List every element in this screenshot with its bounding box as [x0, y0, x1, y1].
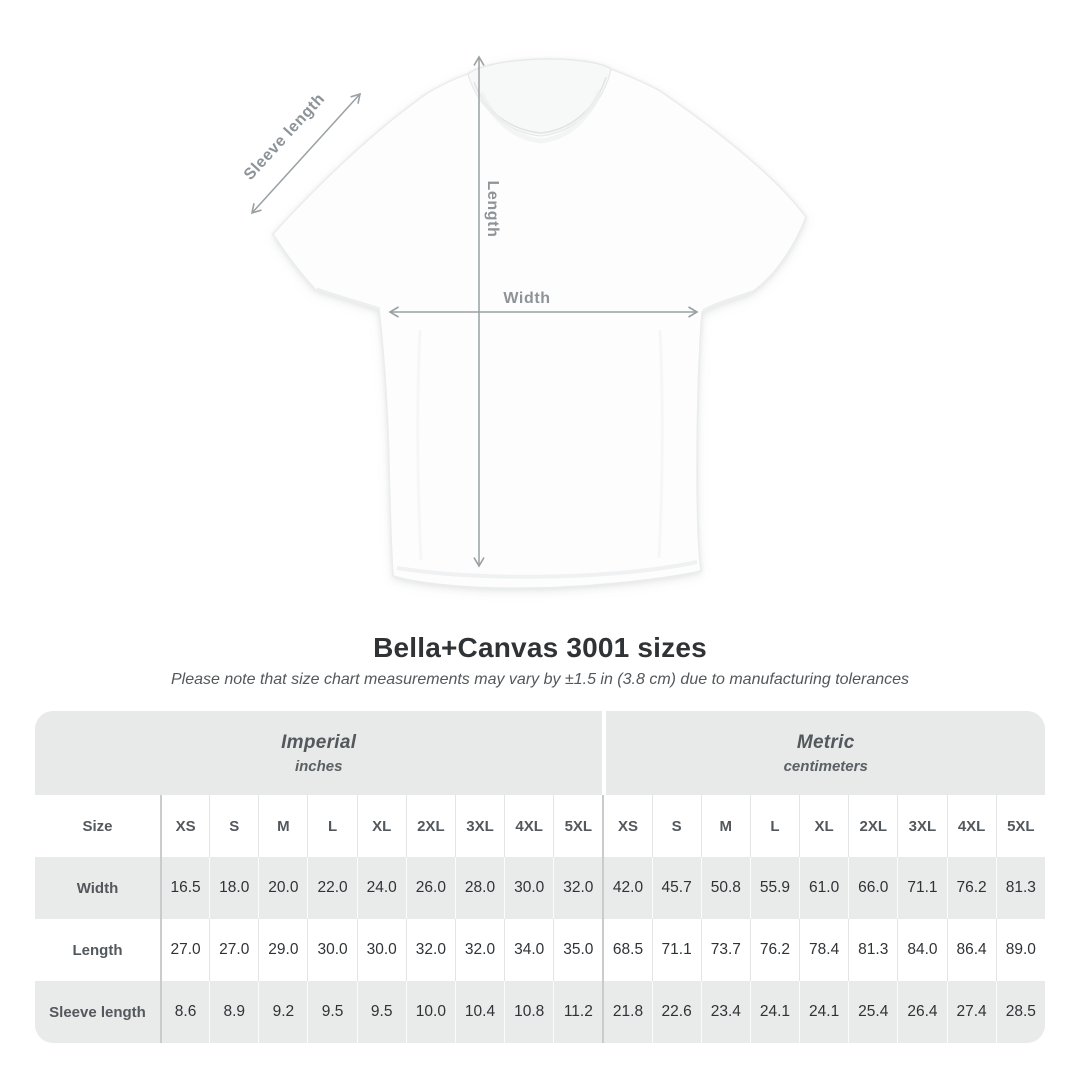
measurement-row-sleeve-length	[35, 981, 1045, 1043]
cell-metric-sleeve-length: 24.1	[750, 981, 799, 1043]
cell-metric-width: 55.9	[750, 857, 799, 919]
size-chart-body	[35, 857, 1045, 1043]
column-header-metric-3xl: 3XL	[897, 795, 946, 857]
column-header-imperial-xs: XS	[160, 795, 209, 857]
cell-metric-width: 61.0	[799, 857, 848, 919]
caption	[0, 633, 1080, 689]
cell-imperial-length: 29.0	[258, 919, 307, 981]
column-header-metric-m: M	[701, 795, 750, 857]
column-header-metric-4xl: 4XL	[947, 795, 996, 857]
cell-metric-length: 84.0	[897, 919, 946, 981]
length-label: Length	[484, 180, 501, 238]
cell-imperial-length: 34.0	[504, 919, 553, 981]
cell-imperial-sleeve-length: 8.6	[160, 981, 209, 1043]
size-chart-head	[35, 711, 1045, 857]
cell-metric-sleeve-length: 27.4	[947, 981, 996, 1043]
row-label: Width	[76, 879, 119, 897]
page-subtitle: Please note that size chart measurements may vary by ±1.5 in (3.8 cm) due to manufacturing tolerances	[170, 671, 910, 688]
cell-metric-length: 78.4	[799, 919, 848, 981]
cell-imperial-length: 30.0	[357, 919, 406, 981]
width-label: Width	[503, 290, 551, 307]
cell-imperial-width: 28.0	[455, 857, 504, 919]
cell-metric-width: 71.1	[897, 857, 946, 919]
column-header-imperial-4xl: 4XL	[504, 795, 553, 857]
cell-metric-length: 71.1	[652, 919, 701, 981]
cell-metric-sleeve-length: 25.4	[848, 981, 897, 1043]
column-header-metric-5xl: 5XL	[996, 795, 1045, 857]
cell-imperial-sleeve-length: 9.5	[307, 981, 356, 1043]
cell-metric-sleeve-length: 23.4	[701, 981, 750, 1043]
cell-imperial-width: 16.5	[160, 857, 209, 919]
column-header-imperial-s: S	[209, 795, 258, 857]
cell-imperial-sleeve-length: 10.0	[406, 981, 455, 1043]
column-header-imperial-l: L	[307, 795, 356, 857]
column-header-imperial-5xl: 5XL	[553, 795, 602, 857]
cell-metric-sleeve-length: 24.1	[799, 981, 848, 1043]
cell-imperial-length: 27.0	[209, 919, 258, 981]
cell-imperial-length: 35.0	[553, 919, 602, 981]
cell-imperial-width: 24.0	[357, 857, 406, 919]
metric-group-label: Metric	[796, 731, 855, 753]
cell-metric-sleeve-length: 28.5	[996, 981, 1045, 1043]
cell-imperial-width: 22.0	[307, 857, 356, 919]
cell-metric-length: 68.5	[602, 919, 651, 981]
tshirt-illustration	[273, 59, 806, 588]
column-header-metric-xs: XS	[602, 795, 651, 857]
size-chart-table	[35, 711, 1045, 1043]
cell-imperial-width: 26.0	[406, 857, 455, 919]
imperial-group-header	[35, 711, 602, 795]
cell-imperial-sleeve-length: 11.2	[553, 981, 602, 1043]
column-header-imperial-2xl: 2XL	[406, 795, 455, 857]
cell-imperial-width: 30.0	[504, 857, 553, 919]
column-header-imperial-3xl: 3XL	[455, 795, 504, 857]
cell-imperial-length: 27.0	[160, 919, 209, 981]
size-column-label: Size	[82, 817, 113, 835]
cell-imperial-sleeve-length: 10.8	[504, 981, 553, 1043]
size-header-row	[35, 795, 1045, 857]
imperial-group-label: Imperial	[281, 731, 357, 753]
measurement-row-width	[35, 857, 1045, 919]
column-header-metric-2xl: 2XL	[848, 795, 897, 857]
cell-imperial-length: 32.0	[406, 919, 455, 981]
row-label: Sleeve length	[49, 1003, 146, 1021]
cell-metric-sleeve-length: 21.8	[602, 981, 651, 1043]
cell-metric-sleeve-length: 26.4	[897, 981, 946, 1043]
column-header-metric-xl: XL	[799, 795, 848, 857]
cell-metric-width: 45.7	[652, 857, 701, 919]
cell-metric-width: 50.8	[701, 857, 750, 919]
column-header-metric-s: S	[652, 795, 701, 857]
cell-imperial-width: 32.0	[553, 857, 602, 919]
row-label: Length	[72, 941, 123, 959]
cell-imperial-width: 18.0	[209, 857, 258, 919]
cell-metric-sleeve-length: 22.6	[652, 981, 701, 1043]
cell-metric-length: 76.2	[750, 919, 799, 981]
cell-imperial-length: 32.0	[455, 919, 504, 981]
cell-metric-length: 89.0	[996, 919, 1045, 981]
cell-metric-length: 86.4	[947, 919, 996, 981]
sleeve-length-label: Sleeve length	[240, 90, 329, 184]
metric-group-units: centimeters	[783, 757, 868, 775]
unit-group-row	[35, 711, 1045, 795]
cell-imperial-sleeve-length: 10.4	[455, 981, 504, 1043]
cell-imperial-sleeve-length: 8.9	[209, 981, 258, 1043]
column-header-imperial-m: M	[258, 795, 307, 857]
cell-imperial-sleeve-length: 9.5	[357, 981, 406, 1043]
cell-metric-width: 81.3	[996, 857, 1045, 919]
measurement-row-length	[35, 919, 1045, 981]
column-header-imperial-xl: XL	[357, 795, 406, 857]
cell-metric-length: 73.7	[701, 919, 750, 981]
imperial-group-units: inches	[294, 757, 343, 775]
metric-group-header	[602, 711, 1045, 795]
cell-imperial-length: 30.0	[307, 919, 356, 981]
cell-metric-width: 66.0	[848, 857, 897, 919]
cell-metric-width: 42.0	[602, 857, 651, 919]
cell-metric-length: 81.3	[848, 919, 897, 981]
cell-metric-width: 76.2	[947, 857, 996, 919]
column-header-metric-l: L	[750, 795, 799, 857]
cell-imperial-width: 20.0	[258, 857, 307, 919]
page-title: Bella+Canvas 3001 sizes	[373, 632, 707, 663]
cell-imperial-sleeve-length: 9.2	[258, 981, 307, 1043]
